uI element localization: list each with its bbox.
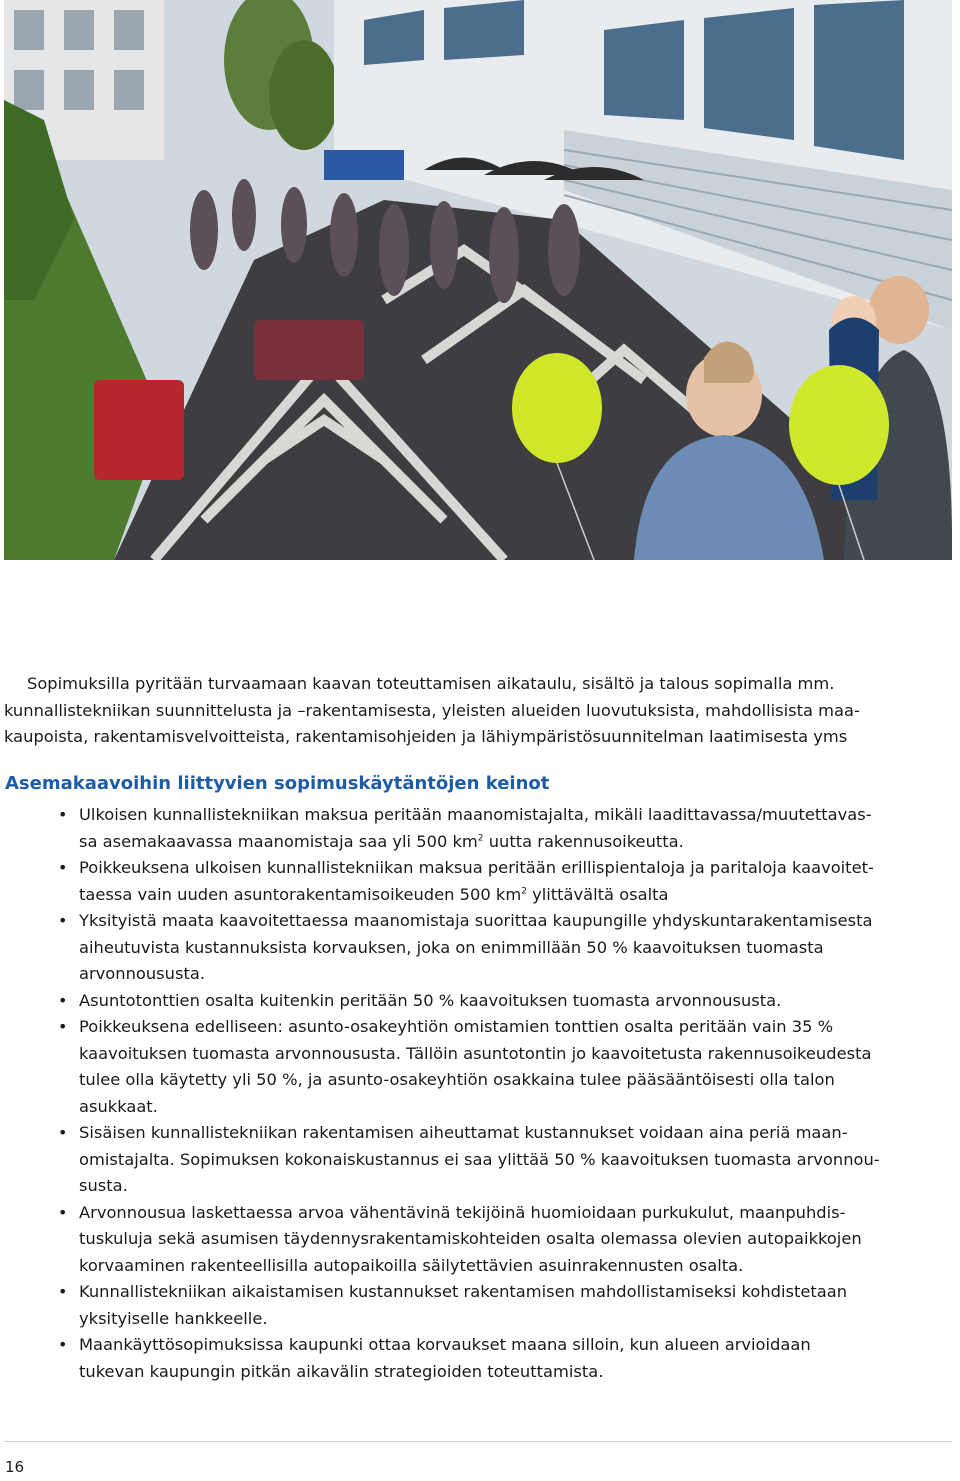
superscript: 2 [477,833,484,844]
list-item [0,802,955,855]
list-item [0,1120,955,1200]
list-item-text: Maankäyttösopimuksissa kaupunki ottaa korvaukset maana silloin, kun alueen arvioidaan [79,1335,811,1354]
bullet-icon: • [58,1335,68,1354]
list-item [0,1332,955,1385]
bullet-icon: • [58,805,68,824]
street-market-photo [4,0,952,560]
list-item-text: yksityiselle hankkeelle. [79,1308,268,1328]
list-item-text: tuskuluja sekä asumisen täydennysrakentamiskohteiden osalta olemassa olevien autopaikkojen [79,1229,862,1248]
intro-line-2: kunnallistekniikan suunnittelusta ja –rakentamisesta, yleisten alueiden luovutuksista, mahdollisista maa- [4,700,860,720]
list-item-text: Ulkoisen kunnallistekniikan maksua peritään maanomistajalta, mikäli laadittavassa/muutettavas- [79,805,872,824]
list-item [0,988,955,1015]
bullet-icon: • [58,990,68,1010]
list-item-text: taessa vain uuden asuntorakentamisoikeuden 500 km [79,884,522,904]
list-item-text: kaavoituksen tuomasta arvonnoususta. Tällöin asuntotontin jo kaavoitetusta rakennusoikeudesta [79,1043,872,1063]
list-item [0,855,955,908]
list-item-text: korvaaminen rakenteellisilla autopaikoilla säilytettävien asuinrakennusten osalta. [79,1255,744,1275]
list-item-text: Kunnallistekniikan aikaistamisen kustannukset rakentamisen mahdollistamiseksi kohdistetaan [79,1282,848,1301]
list-item-text: Yksityistä maata kaavoitettaessa maanomistaja suorittaa kaupungille yhdyskuntarakentamisesta [79,911,873,930]
list-item [0,1200,955,1280]
bullet-icon: • [58,1017,68,1036]
list-item-text: Sisäisen kunnallistekniikan rakentamisen aiheuttamat kustannukset voidaan aina periä maan- [79,1123,848,1142]
list-item-text: arvonnousu​sta. [79,964,206,983]
list-item [0,1279,955,1332]
list-item [0,908,955,988]
footer-divider [4,1441,952,1442]
bullet-icon: • [58,911,68,930]
bullet-list [0,802,955,1385]
intro-line-3: kaupoista, rakentamisvelvoitteista, rakentamisohjeiden ja lähiympäristösuunnitelman laatimisesta yms [4,727,848,746]
list-item-text: Poikkeuksena ulkoisen kunnallistekniikan maksua peritään erillispientaloja ja paritaloja kaavoitet- [79,858,874,877]
list-item-text: uutta rakennusoikeutta. [483,831,684,851]
list-item-text: ylittävältä osalta [526,884,669,904]
list-item-text: susta. [79,1176,128,1195]
intro-line-1: Sopimuksilla pyritään turvaamaan kaavan toteuttamisen aikataulu, sisältö ja talous sopimalla mm. [27,674,835,693]
list-item-text: Asuntotonttien osalta kuitenkin peritään 50 % kaavoituksen tuomasta arvonnoususta. [79,990,782,1010]
superscript: 2 [521,886,527,897]
list-item [0,1014,955,1120]
list-item-text: omistajalta. Sopimuksen kokonaiskustannus ei saa ylittää 50 % kaavoituksen tuomasta arvonnou- [79,1149,880,1169]
list-item-text: sa asemakaavassa maanomistaja saa yli 500 km [79,831,478,851]
list-item-text: tulee olla käytetty yli 50 %, ja asunto-osakeyhtiön osakkaina tulee pääsääntöisesti olla talon [79,1070,835,1089]
list-item-text: asukkaat. [79,1096,158,1116]
intro-paragraph [4,671,954,751]
list-item-text: Poikkeuksena edelliseen: asunto-osakeyhtiön omistamien tonttien osalta peritään vain 35 % [79,1017,834,1036]
section-heading: Asemakaavoihin liittyvien sopimuskäytäntöjen keinot [5,773,550,794]
list-item-text: Arvonnousua laskettaessa arvoa vähentävinä tekijöinä huomioidaan purkukulut, maanpuhdis- [79,1202,846,1222]
list-item-text: aiheutuvista kustannuksista korvauksen, joka on enimmillään 50 % kaavoituksen tuomasta [79,937,824,957]
bullet-icon: • [58,1282,68,1301]
bullet-icon: • [58,1202,68,1222]
list-item-text: tukevan kaupungin pitkän aikavälin strategioiden toteuttamista. [79,1361,604,1381]
bullet-icon: • [58,858,68,877]
bullet-icon: • [58,1123,68,1142]
street-market-illustration [4,0,952,560]
page-number: 16 [5,1458,25,1476]
